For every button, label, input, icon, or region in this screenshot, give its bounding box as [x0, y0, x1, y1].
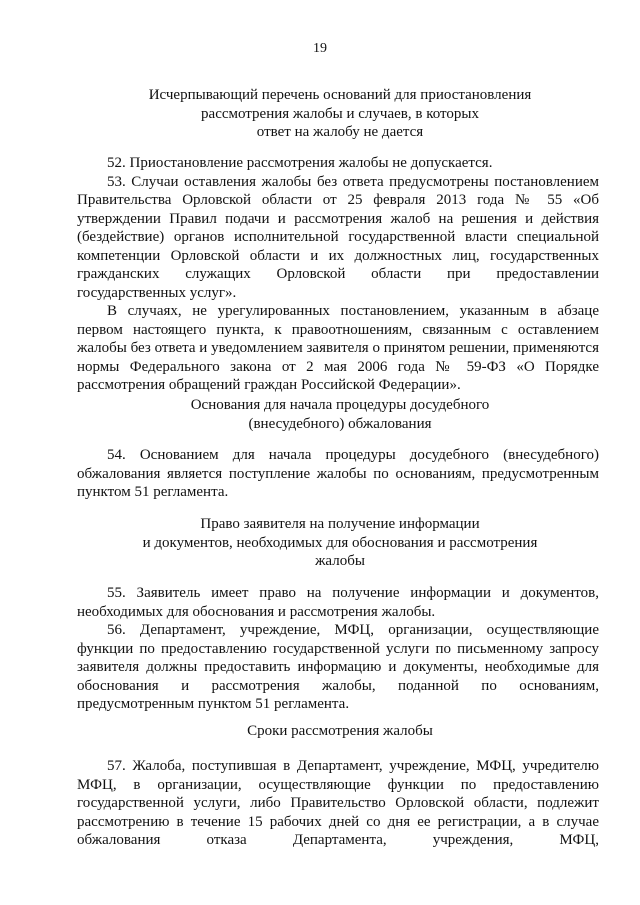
heading-line: (внесудебного) обжалования	[248, 415, 432, 432]
paragraph-55: 55. Заявитель имеет право на получение информации и документов, необходимых для обоснования и рассмотрения жалобы.	[77, 585, 599, 620]
heading-grounds-for-suspension	[40, 86, 640, 142]
heading-grounds-for-appeal	[40, 396, 640, 433]
heading-line: Сроки рассмотрения жалобы	[247, 723, 433, 739]
paragraph-53-continued: В случаях, не урегулированных постановлением, указанным в абзаце первом настоящего пункта, к правоотношениям, связанным с оставлением жалобы без ответа и уведомлением заявителя о принятом решении, применяются нормы Федерального закона от 2 мая 2006 года № 59-ФЗ «О Порядке рассмотрения обращений граждан Российской Федерации».	[77, 303, 599, 393]
heading-line: ответ на жалобу не дается	[256, 124, 424, 140]
heading-right-to-information	[40, 515, 640, 571]
page-number: 19	[313, 41, 327, 56]
section-right-to-information	[77, 584, 599, 714]
heading-review-terms	[40, 722, 640, 741]
paragraph-52: 52. Приостановление рассмотрения жалобы не допускается.	[107, 155, 493, 171]
heading-line: Право заявителя на получение информации	[200, 516, 480, 532]
paragraph-57: 57. Жалоба, поступившая в Департамент, учреждение, МФЦ, учредителю МФЦ, в организации, осуществляющие функции по предоставлению государственной услуги, либо Правительство Орловской области, подлежит рассмотрению в течение 15 рабочих дней со дня ее регистрации, а в случае обжалования отказа Департамента, учреждения, МФЦ,	[77, 758, 599, 848]
section-review-terms	[77, 757, 599, 850]
paragraph-53: 53. Случаи оставления жалобы без ответа предусмотрены постановлением Правительства Орловской области от 25 февраля 2013 года № 55 «Об утверждении Правил подачи и рассмотрения жалоб на решения и действия (бездействие) органов исполнительной государственной власти специальной компетенции Орловской области и их должностных лиц, государственных гражданских служащих Орловской области при предоставлении государственных услуг».	[77, 173, 599, 301]
heading-line: и документов, необходимых для обоснования и рассмотрения	[142, 534, 538, 551]
section-suspension	[77, 154, 599, 395]
heading-line: Исчерпывающий перечень оснований для приостановления	[148, 87, 532, 103]
section-appeal-start	[77, 446, 599, 502]
paragraph-56: 56. Департамент, учреждение, МФЦ, организации, осуществляющие функции по предоставлению государственной услуги по письменному запросу заявителя должны предоставить информацию и документы, необходимые для обоснования и рассмотрения жалобы, поданной по основаниям, предусмотренным пунктом 51 регламента.	[77, 622, 599, 712]
heading-line: жалобы	[315, 553, 365, 569]
paragraph-54: 54. Основанием для начала процедуры досудебного (внесудебного) обжалования является поступление жалобы по основаниям, предусмотренным пунктом 51 регламента.	[77, 447, 599, 500]
heading-line: рассмотрения жалобы и случаев, в которых	[201, 105, 479, 122]
heading-line: Основания для начала процедуры досудебного	[190, 397, 490, 413]
